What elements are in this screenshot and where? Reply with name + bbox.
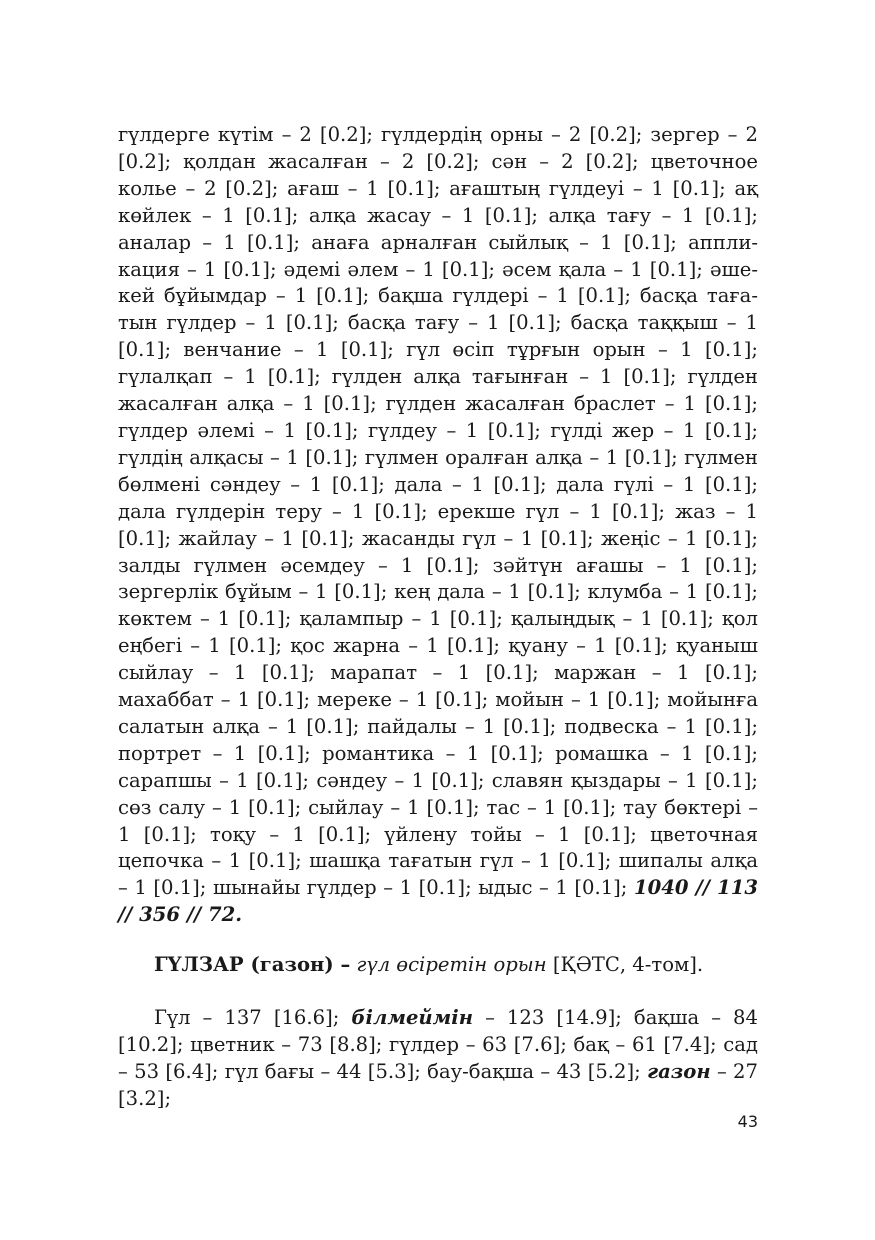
entry-gloss: гүл өсіретін орын — [356, 953, 547, 976]
dictionary-entry-heading — [118, 952, 758, 979]
responses-text-2: – 123 [14.9]; бақша – 84 [10.2]; цветник – 73 [8.8]; гүлдер – 63 [7.6]; бақ – 61 [7.4]; сад – 53 [6.4]; гүл бағы – 44 [5.3]; бау-бақша – 43 [5.2]; — [118, 1006, 758, 1083]
page-number: 43 — [737, 1112, 758, 1131]
responses-emphasis-1: білмеймін — [351, 1006, 474, 1029]
totals-summary: 1040 // 113 // 356 // 72. — [118, 876, 759, 927]
association-list-text: гүлдерге күтім – 2 [0.2]; гүлдердің орны – 2 [0.2]; зергер – 2 [0.2]; қолдан жасалған – 2 [0.2]; сән – 2 [0.2]; цветочное колье – 2 [0.2]; ағаш – 1 [0.1]; ағаштың гүлдеуі – 1 [0.1]; ақ көйлек – 1 [0.1]; алқа жасау – 1 [0.1]; алқа тағу – 1 [0.1]; аналар – 1 [0.1]; анаға арналған сыйлық – 1 [0.1]; аппликация – 1 [0.1]; әдемі әлем – 1 [0.1]; әсем қала – 1 [0.1]; әшекей бұйымдар – 1 [0.1]; бақша гүлдері – 1 [0.1]; басқа тағатын гүлдер – 1 [0.1]; басқа тағу – 1 [0.1]; басқа таққыш – 1 [0.1]; венчание – 1 [0.1]; гүл өсіп тұрғын орын – 1 [0.1]; гүлалқап – 1 [0.1]; гүлден алқа тағынған – 1 [0.1]; гүлден жасалған алқа – 1 [0.1]; гүлден жасалған браслет – 1 [0.1]; гүлдер әлемі – 1 [0.1]; гүлдеу – 1 [0.1]; гүлді жер – 1 [0.1]; гүлдің алқасы – 1 [0.1]; гүлмен оралған алқа – 1 [0.1]; гүлмен бөлмені сәндеу – 1 [0.1]; дала – 1 [0.1]; дала гүлі – 1 [0.1]; дала гүлдерін теру – 1 [0.1]; ерекше гүл – 1 [0.1]; жаз – 1 [0.1]; жайлау – 1 [0.1]; жасанды гүл – 1 [0.1]; жеңіс – 1 [0.1]; залды гүлмен әсемдеу – 1 [0.1]; зәйтүн ағашы – 1 [0.1]; зергерлік бұйым – 1 [0.1]; кең дала – 1 [0.1]; клумба – 1 [0.1]; көктем – 1 [0.1]; қалампыр – 1 [0.1]; қалыңдық – 1 [0.1]; қол еңбегі – 1 [0.1]; қос жарна – 1 [0.1]; қуану – 1 [0.1]; қуаныш сыйлау – 1 [0.1]; марапат – 1 [0.1]; маржан – 1 [0.1]; махаббат – 1 [0.1]; мереке – 1 [0.1]; мойын – 1 [0.1]; мойынға салатын алқа – 1 [0.1]; пайдалы – 1 [0.1]; подвеска – 1 [0.1]; портрет – 1 [0.1]; романтика – 1 [0.1]; ромашка – 1 [0.1]; сарапшы – 1 [0.1]; сәндеу – 1 [0.1]; славян қыздары – 1 [0.1]; сөз салу – 1 [0.1]; сыйлау – 1 [0.1]; тас – 1 [0.1]; тау бөктері – 1 [0.1]; тоқу – 1 [0.1]; үйлену тойы – 1 [0.1]; цветочная цепочка – 1 [0.1]; шашқа тағатын гүл – 1 [0.1]; шипалы алқа – 1 [0.1]; шынайы гүлдер – 1 [0.1]; ыдыс – 1 [0.1]; — [118, 123, 758, 900]
responses-text-1: Гүл – 137 [16.6]; — [154, 1006, 352, 1029]
responses-text-3: – 27 [3.2]; — [118, 1059, 758, 1110]
entry-headword: ГҮЛЗАР (газон) – — [154, 953, 351, 976]
responses-paragraph — [118, 1005, 758, 1113]
association-list-paragraph — [118, 122, 758, 929]
entry-source: [ҚӘТС, 4-том]. — [552, 953, 704, 976]
responses-emphasis-2: газон — [647, 1059, 711, 1083]
